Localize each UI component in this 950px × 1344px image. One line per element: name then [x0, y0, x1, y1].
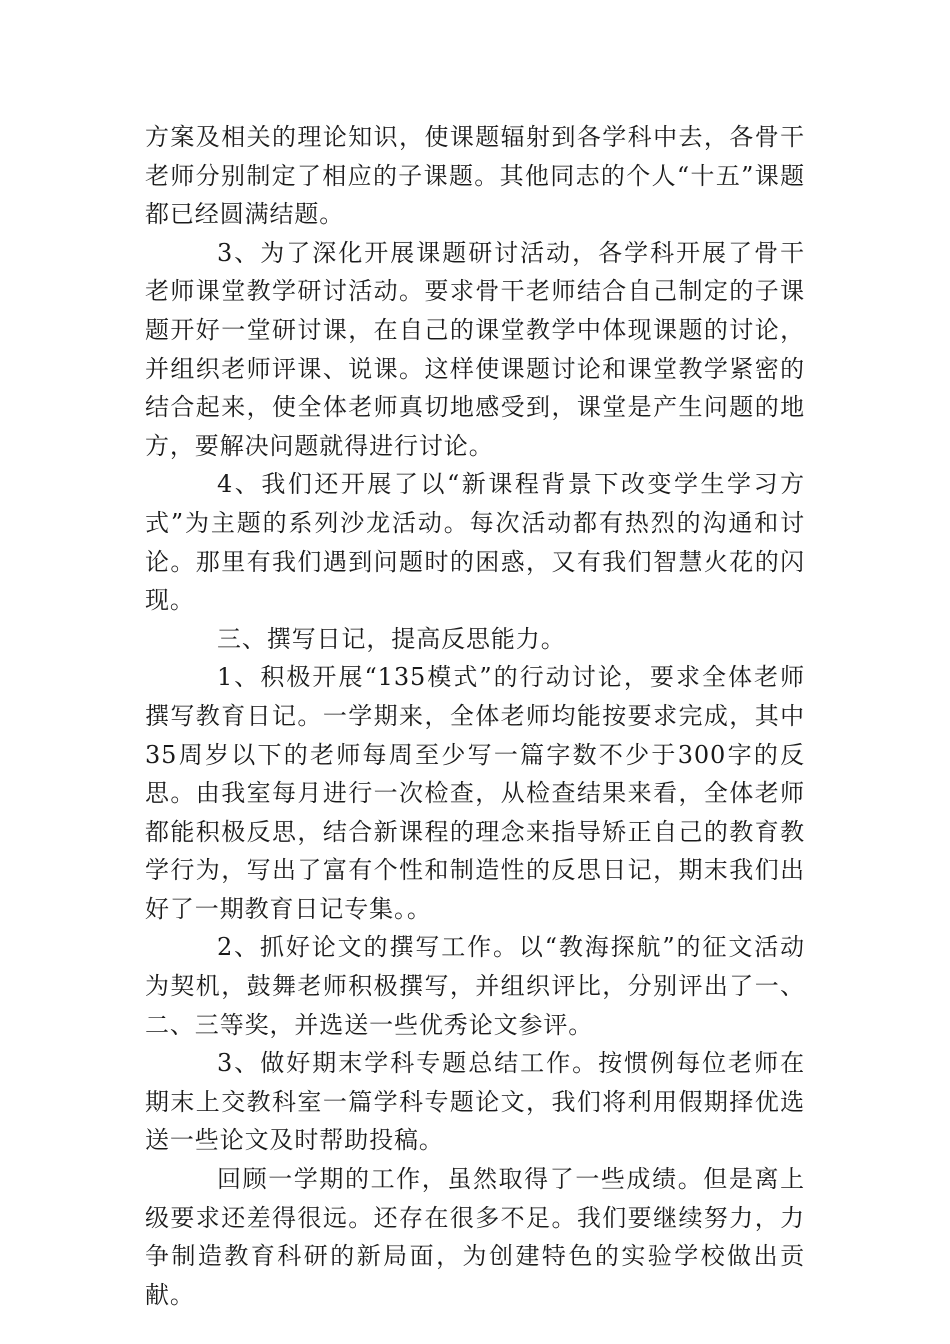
paragraph-item-4: 4、我们还开展了以“新课程背景下改变学生学习方式”为主题的系列沙龙活动。每次活动都有热烈的沟通和讨论。那里有我们遇到问题时的困惑，又有我们智慧火花的闪现。: [145, 470, 805, 615]
paragraph-item-3: 3、为了深化开展课题研讨活动，各学科开展了骨干老师课堂教学研讨活动。要求骨干老师结合自己制定的子课题开好一堂研讨课，在自己的课堂教学中体现课题的讨论，并组织老师评课、说课。这样使课题讨论和课堂教学紧密的结合起来，使全体老师真切地感受到，课堂是产生问题的地方，要解决问题就得进行讨论。: [145, 238, 805, 460]
paragraph-continued: 方案及相关的理论知识，使课题辐射到各学科中去，各骨干老师分别制定了相应的子课题。其他同志的个人“十五”课题都已经圆满结题。: [145, 123, 805, 229]
paragraph-conclusion: 回顾一学期的工作，虽然取得了一些成绩。但是离上级要求还差得很远。还存在很多不足。我们要继续努力，力争制造教育科研的新局面，为创建特色的实验学校做出贡献。: [145, 1165, 805, 1309]
paragraph-section3-item-2: 2、抓好论文的撰写工作。以“教海探航”的征文活动为契机，鼓舞老师积极撰写，并组织评比，分别评出了一、二、三等奖，并选送一些优秀论文参评。: [145, 933, 805, 1039]
paragraph-section3-item-1: 1、积极开展“135模式”的行动讨论，要求全体老师撰写教育日记。一学期来，全体老师均能按要求完成，其中35周岁以下的老师每周至少写一篇字数不少于300字的反思。由我室每月进行一次检查，从检查结果来看，全体老师都能积极反思，结合新课程的理念来指导矫正自己的教育教学行为，写出了富有个性和制造性的反思日记，期末我们出好了一期教育日记专集。。: [145, 663, 805, 923]
paragraph-section3-item-3: 3、做好期末学科专题总结工作。按惯例每位老师在期末上交教科室一篇学科专题论文，我们将利用假期择优选送一些论文及时帮助投稿。: [145, 1049, 805, 1155]
document-body: [145, 118, 805, 1314]
section-heading-3: 三、撰写日记，提高反思能力。: [217, 624, 566, 653]
